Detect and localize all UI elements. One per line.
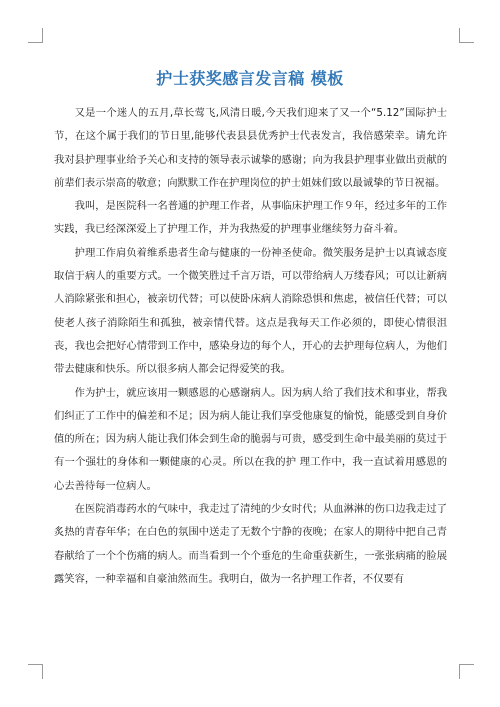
paragraph-4: 作为护士，就应该用一颗感恩的心感谢病人。因为病人给了我们技术和事业，帮我们纠正了工作中的偏差和不足；因为病人能让我们享受他康复的愉悦，能感受到自身价值的所在；因为病人能让我们体会到生命的脆弱与可贵，感受到生命中最美丽的莫过于有一个强壮的身体和一颗健康的心灵。所以在我的护 理工作中，我一直试着用感恩的心去善待每一位病人。 — [54, 386, 447, 492]
crop-mark-top-left — [28, 28, 43, 43]
crop-mark-bottom-right — [459, 664, 474, 679]
paragraph-5: 在医院消毒药水的气味中，我走过了清纯的少女时代；从血淋淋的伤口边我走过了炙热的青春年华；在白色的氛围中送走了无数个宁静的夜晚；在家人的期待中把自己青春献给了一个个伤痛的病人。而当看到一个个垂危的生命重获新生，一张张病痛的脸展露笑容，一种幸福和自豪油然而生。我明白，做为一名护理工作者，不仅要有 — [54, 503, 447, 585]
document-body — [54, 102, 447, 591]
crop-mark-top-right — [459, 28, 474, 43]
paragraph-3: 护理工作肩负着维系患者生命与健康的一份神圣使命。微笑服务是护士以真诚态度取信于病人的重要方式。一个微笑胜过千言万语，可以带给病人万缕春风；可以让新病人消除紧张和担心，被亲切代替；可以使卧床病人消除恐惧和焦虑，被信任代替；可以使老人孩子消除陌生和孤独，被亲情代替。这点是我每天工作必须的，即使心情很沮丧，我也会把好心情带到工作中，感染身边的每个人，开心的去护理每位病人，为他们带去健康和快乐。所以很多病人都会记得爱笑的我。 — [54, 246, 447, 376]
paragraph-1: 又是一个迷人的五月,草长莺飞,风清日暖,今天我们迎来了又一个“5.12”国际护士节，在这个属于我们的节日里,能够代表县县优秀护士代表发言，我倍感荣幸。请允许我对县护理事业给予关心和支持的领导表示诚挚的感谢；向为我县护理事业做出贡献的前辈们表示崇高的敬意；向默默工作在护理岗位的护士姐妹们致以最诚挚的节日祝福。 — [54, 107, 447, 189]
paragraph-2: 我叫，是医院科一名普通的护理工作者，从事临床护理工作９年，经过多年的工作实践，我已经深深爱上了护理工作，并为我热爱的护理事业继续努力奋斗着。 — [54, 200, 447, 236]
crop-mark-bottom-left — [28, 664, 43, 679]
document-title: 护士获奖感言发言稿 模板 — [156, 69, 344, 88]
